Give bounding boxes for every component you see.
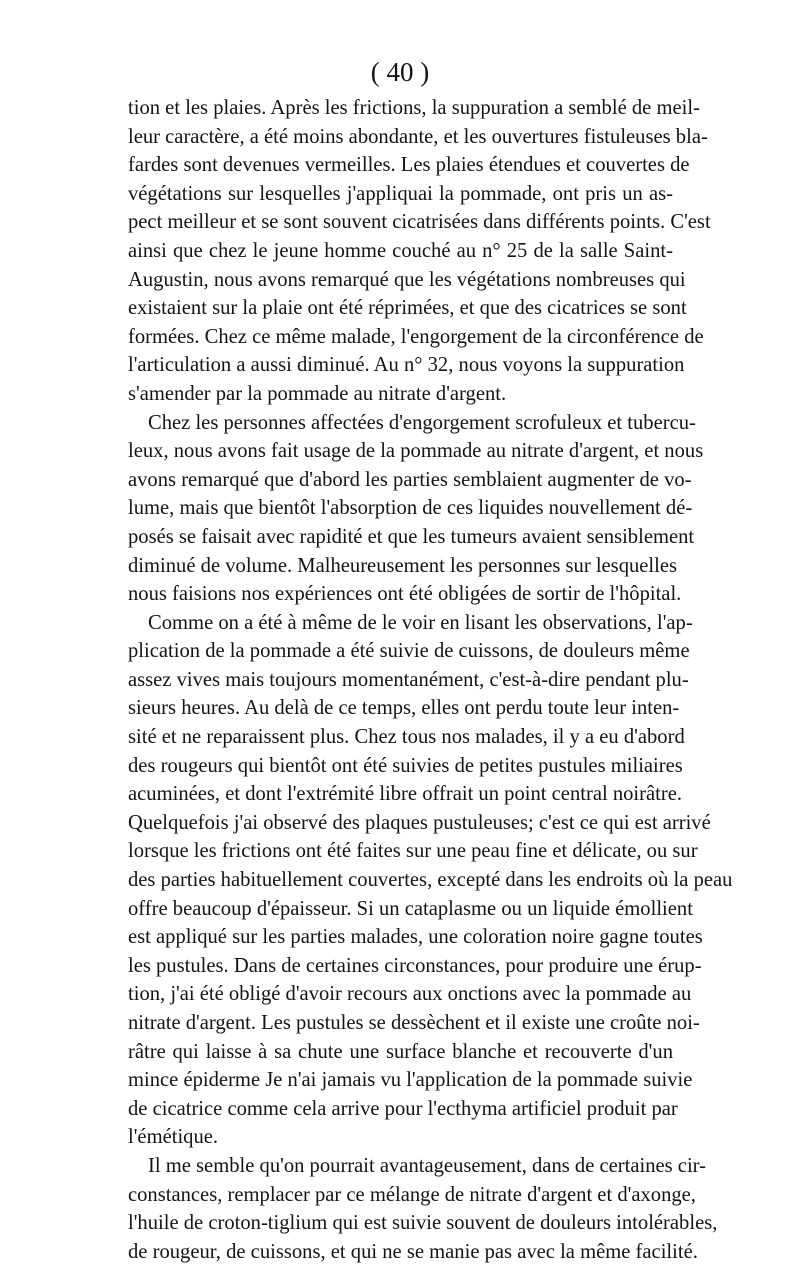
text-line: posés se faisait avec rapidité et que les tumeurs avaient sensiblement bbox=[128, 525, 695, 548]
text-line: des rougeurs qui bientôt ont été suivies de petites pustules miliaires bbox=[128, 754, 683, 777]
text-line: de cicatrice comme cela arrive pour l'ecthyma artificiel produit par bbox=[128, 1097, 678, 1120]
text-line: plication de la pommade a été suivie de cuissons, de douleurs même bbox=[128, 640, 690, 663]
text-line: fardes sont devenues vermeilles. Les plaies étendues et couvertes de bbox=[128, 154, 690, 177]
text-line: pect meilleur et se sont souvent cicatrisées dans différents points. C'est bbox=[128, 211, 711, 234]
text-line: s'amender par la pommade au nitrate d'argent. bbox=[128, 382, 507, 405]
text-line: mince épiderme Je n'ai jamais vu l'application de la pommade suivie bbox=[128, 1069, 693, 1092]
text-line: diminué de volume. Malheureusement les personnes sur lesquelles bbox=[128, 554, 678, 577]
text-line: l'huile de croton-tiglium qui est suivie souvent de douleurs intolérables, bbox=[128, 1212, 718, 1235]
text-line: râtre qui laisse à sa chute une surface blanche et recouverte d'un bbox=[128, 1040, 673, 1063]
text-line: lorsque les frictions ont été faites sur une peau fine et délicate, ou sur bbox=[128, 840, 698, 863]
text-line: leur caractère, a été moins abondante, et les ouvertures fistuleuses bla- bbox=[128, 125, 708, 148]
text-line: Quelquefois j'ai observé des plaques pustuleuses; c'est ce qui est arrivé bbox=[128, 811, 711, 834]
text-line: Il me semble qu'on pourrait avantageusement, dans de certaines cir- bbox=[148, 1154, 706, 1177]
text-line: leux, nous avons fait usage de la pommade au nitrate d'argent, et nous bbox=[128, 440, 704, 463]
text-line: sieurs heures. Au delà de ce temps, elles ont perdu toute leur inten- bbox=[128, 697, 680, 720]
text-line: formées. Chez ce même malade, l'engorgement de la circonférence de bbox=[128, 325, 704, 348]
text-line: Chez les personnes affectées d'engorgement scrofuleux et tubercu- bbox=[148, 411, 696, 434]
text-line: l'articulation a aussi diminué. Au n° 32, nous voyons la suppuration bbox=[128, 354, 685, 377]
text-line: nitrate d'argent. Les pustules se dessèchent et il existe une croûte noi- bbox=[128, 1012, 700, 1034]
body-text bbox=[128, 94, 733, 1266]
text-line: Comme on a été à même de le voir en lisant les observations, l'ap- bbox=[148, 611, 693, 634]
text-line: existaient sur la plaie ont été réprimées, et que des cicatrices se sont bbox=[128, 297, 687, 320]
text-line: tion et les plaies. Après les frictions, la suppuration a semblé de meil- bbox=[128, 97, 700, 119]
text-line: acuminées, et dont l'extrémité libre offrait un point central noirâtre. bbox=[128, 783, 683, 806]
paragraph-4 bbox=[128, 1152, 718, 1266]
text-line: sité et ne reparaissent plus. Chez tous nos malades, il y a eu d'abord bbox=[128, 726, 685, 749]
text-line: végétations sur lesquelles j'appliquai la pommade, ont pris un as- bbox=[128, 182, 673, 205]
text-line: l'émétique. bbox=[128, 1126, 219, 1149]
text-line: lume, mais que bientôt l'absorption de ces liquides nouvellement dé- bbox=[128, 497, 693, 520]
text-line: des parties habituellement couvertes, excepté dans les endroits où la peau bbox=[128, 869, 733, 892]
page-number: ( 40 ) bbox=[370, 57, 430, 87]
text-line: les pustules. Dans de certaines circonstances, pour produire une érup- bbox=[128, 954, 702, 977]
text-line: est appliqué sur les parties malades, une coloration noire gagne toutes bbox=[128, 926, 703, 949]
paragraph-2 bbox=[128, 409, 704, 609]
paragraph-1 bbox=[128, 94, 711, 409]
text-line: ainsi que chez le jeune homme couché au n° 25 de la salle Saint- bbox=[128, 239, 673, 262]
text-line: avons remarqué que d'abord les parties semblaient augmenter de vo- bbox=[128, 468, 692, 491]
text-line: tion, j'ai été obligé d'avoir recours aux onctions avec la pommade au bbox=[128, 983, 692, 1006]
text-line: assez vives mais toujours momentanément, c'est-à-dire pendant plu- bbox=[128, 668, 689, 691]
text-line: nous faisions nos expériences ont été obligées de sortir de l'hôpital. bbox=[128, 583, 682, 606]
text-line: Augustin, nous avons remarqué que les végétations nombreuses qui bbox=[128, 268, 686, 291]
text-line: de rougeur, de cuissons, et qui ne se manie pas avec la même facilité. bbox=[128, 1240, 698, 1263]
text-line: offre beaucoup d'épaisseur. Si un cataplasme ou un liquide émollient bbox=[128, 897, 693, 920]
paragraph-3 bbox=[128, 609, 733, 1152]
text-line: constances, remplacer par ce mélange de nitrate d'argent et d'axonge, bbox=[128, 1183, 696, 1206]
